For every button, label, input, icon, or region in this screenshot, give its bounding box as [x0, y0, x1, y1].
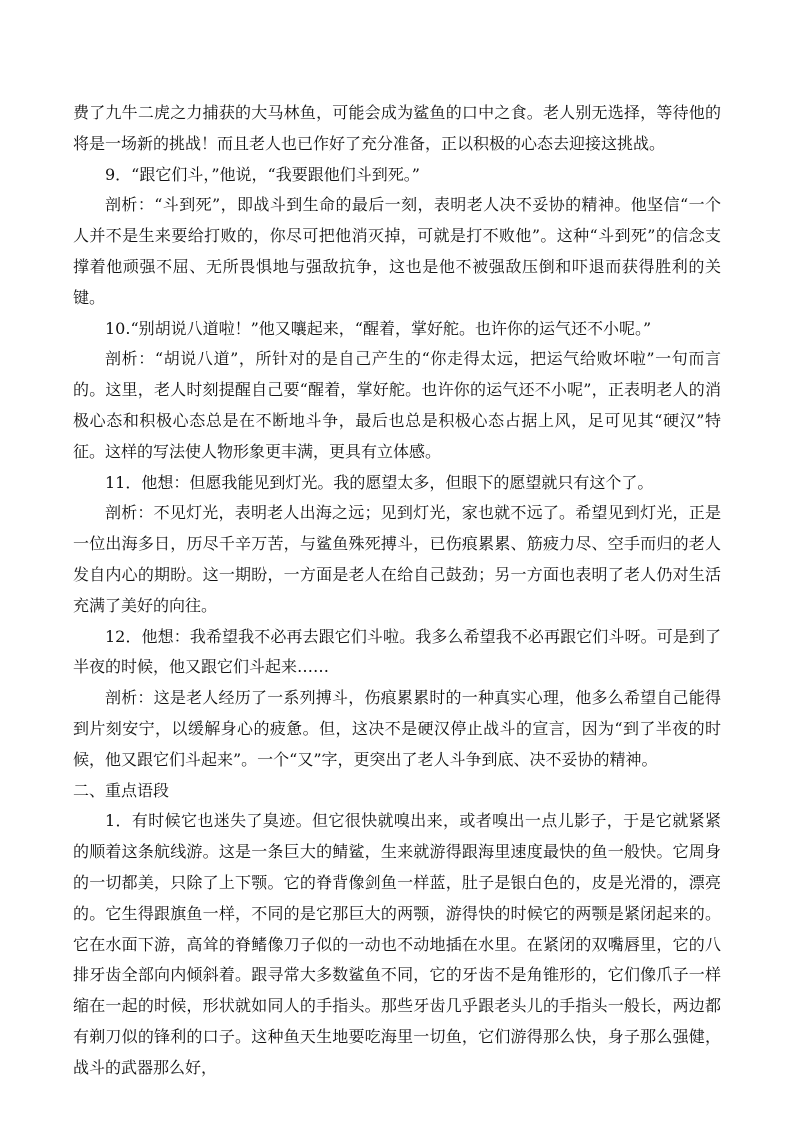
section-heading: 二、重点语段	[73, 780, 170, 800]
quote-9: 9．“跟它们斗，”他说，“我要跟他们斗到死。”	[105, 164, 420, 184]
analysis-10: 剖析：“胡说八道”，所针对的是自己产生的“你走得太远，把运气给败坏啦”一句而言的。这里，老人时刻提醒自己要“醒着，掌好舵。也许你的运气还不小呢”，正表明老人的消极心态和积极心态总是在不断地斗争，最后也总是积极心态占据上风，足可见其“硬汉”特征。这样的写法使人物形象更丰满，更具有立体感。	[73, 349, 721, 461]
document-page	[73, 98, 721, 1084]
quote-11: 11．他想：但愿我能见到灯光。我的愿望太多，但眼下的愿望就只有这个了。	[105, 472, 654, 492]
analysis-12: 剖析：这是老人经历了一系列搏斗，伤痕累累时的一种真实心理，他多么希望自己能得到片刻安宁，以缓解身心的疲惫。但，这决不是硬汉停止战斗的宣言，因为“到了半夜的时候，他又跟它们斗起来”。一个“又”字，更突出了老人斗争到底、决不妥协的精神。	[73, 688, 721, 769]
quote-12: 12．他想：我希望我不必再去跟它们斗啦。我多么希望我不必再跟它们斗呀。可是到了半夜的时候，他又跟它们斗起来……	[73, 626, 721, 677]
analysis-11: 剖析：不见灯光，表明老人出海之远；见到灯光，家也就不远了。希望见到灯光，正是一位出海多日，历尽千辛万苦，与鲨鱼殊死搏斗，已伤痕累累、筋疲力尽、空手而归的老人发自内心的期盼。这一期盼，一方面是老人在给自己鼓劲；另一方面也表明了老人仍对生活充满了美好的向往。	[73, 503, 721, 615]
key-passage-1: 1．有时候它也迷失了臭迹。但它很快就嗅出来，或者嗅出一点儿影子，于是它就紧紧的顺着这条航线游。这是一条巨大的鲭鲨，生来就游得跟海里速度最快的鱼一般快。它周身的一切都美，只除了上下颚。它的脊背像剑鱼一样蓝，肚子是银白色的，皮是光滑的，漂亮的。它生得跟旗鱼一样，不同的是它那巨大的两颚，游得快的时候它的两颚是紧闭起来的。它在水面下游，高耸的脊鳍像刀子似的一动也不动地插在水里。在紧闭的双嘴唇里，它的八排牙齿全部向内倾斜着。跟寻常大多数鲨鱼不同，它的牙齿不是角锥形的，它们像爪子一样缩在一起的时候，形状就如同人的手指头。那些牙齿几乎跟老头儿的手指头一般长，两边都有剃刀似的锋利的口子。这种鱼天生地要吃海里一切鱼，它们游得那么快，身子那么强健，战斗的武器那么好，	[73, 811, 721, 1077]
quote-10: 10.“别胡说八道啦！”他又嚷起来，“醒着，掌好舵。也许你的运气还不小呢。”	[105, 318, 652, 338]
analysis-9: 剖析：“斗到死”，即战斗到生命的最后一刻，表明老人决不妥协的精神。他坚信“一个人并不是生来要给打败的，你尽可把他消灭掉，可就是打不败他”。这种“斗到死”的信念支撑着他顽强不屈、无所畏惧地与强敌抗争，这也是他不被强敌压倒和吓退而获得胜利的关键。	[73, 195, 721, 307]
paragraph-continuation: 费了九牛二虎之力捕获的大马林鱼，可能会成为鲨鱼的口中之食。老人别无选择，等待他的将是一场新的挑战！而且老人也已作好了充分准备，正以积极的心态去迎接这挑战。	[73, 103, 721, 153]
